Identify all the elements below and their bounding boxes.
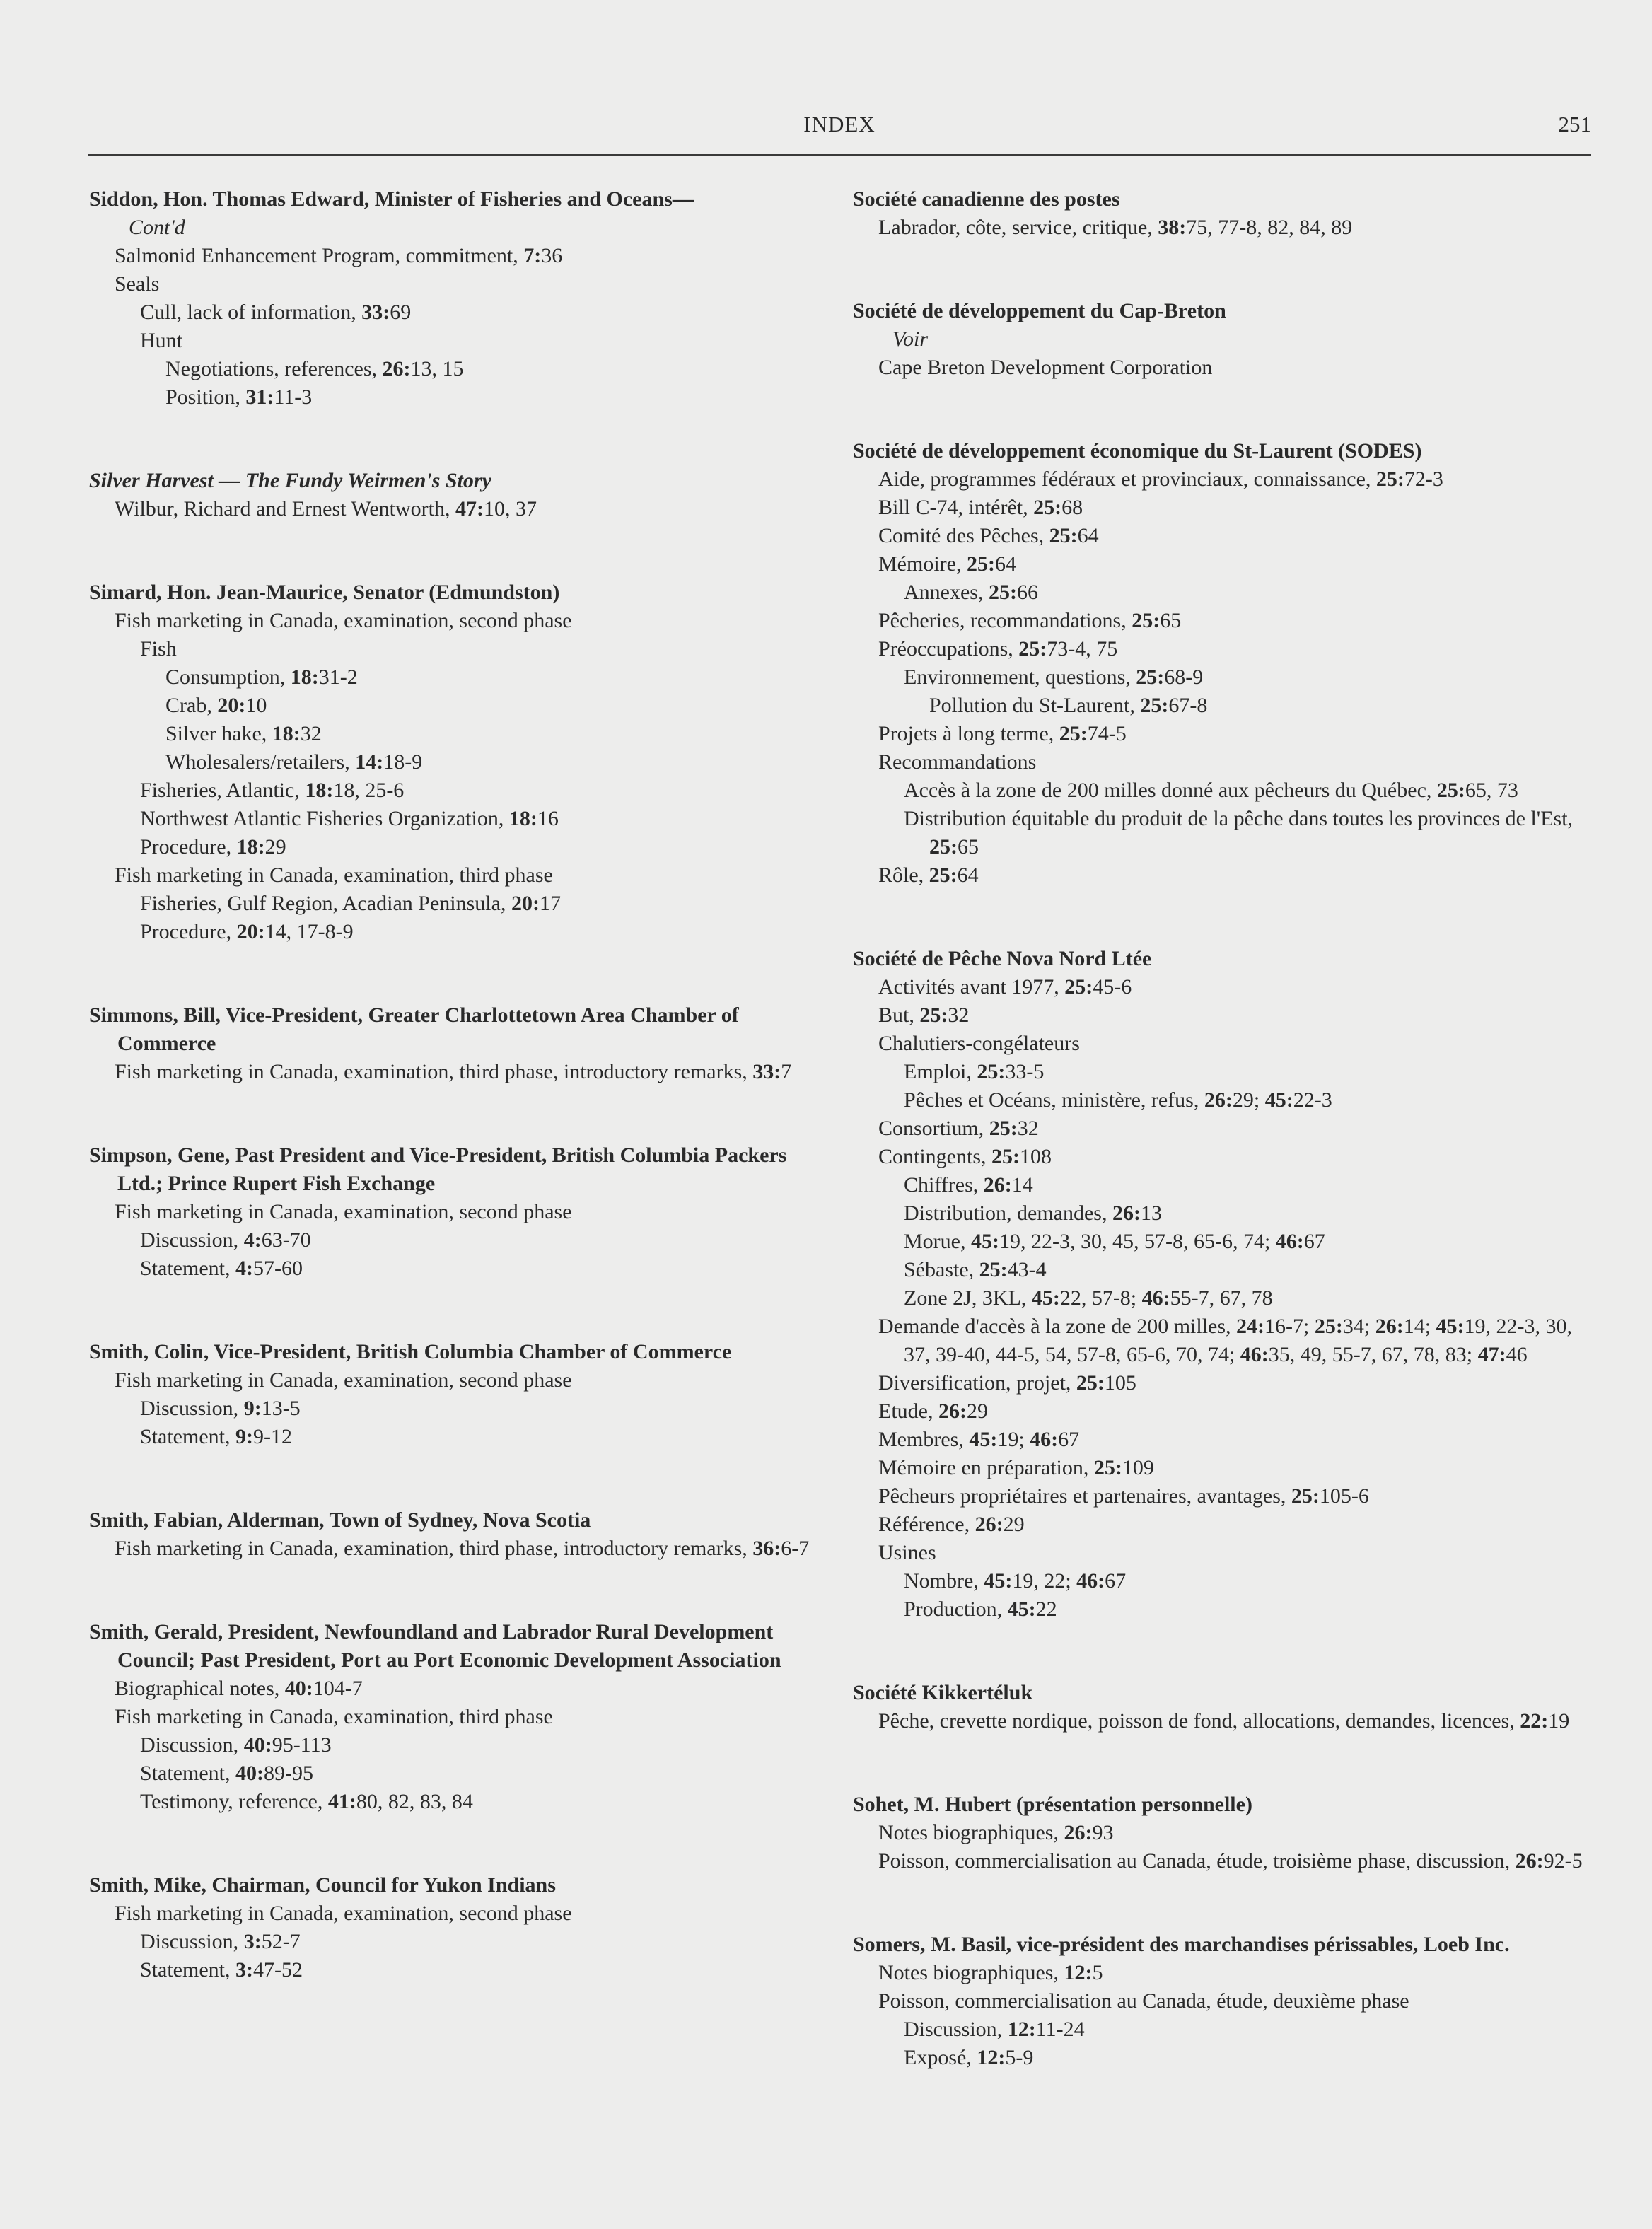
entry-heading: Siddon, Hon. Thomas Edward, Minister of Fisheries and Oceans— — [89, 187, 694, 211]
index-entry — [853, 297, 1602, 382]
entry-line: Fish marketing in Canada, examination, second phase — [115, 1200, 572, 1223]
entry-line: Fish marketing in Canada, examination, third phase — [115, 863, 553, 887]
entry-line: Fish — [140, 637, 177, 660]
entry-heading: Simpson, Gene, Past President and Vice-President, British Columbia Packers Ltd.; Prince Rupert Fish Exchange — [89, 1143, 787, 1195]
entry-line: Notes biographiques, 26:93 — [878, 1821, 1114, 1844]
entry-line: Seals — [115, 272, 160, 296]
entry-line: Pêches et Océans, ministère, refus, 26:29; 45:22-3 — [904, 1088, 1332, 1112]
entry-line: Fisheries, Gulf Region, Acadian Peninsula, 20:17 — [140, 892, 561, 915]
entry-heading: Smith, Gerald, President, Newfoundland and Labrador Rural Development Council; Past President, Port au Port Economic Development Association — [89, 1620, 781, 1672]
entry-line: Sébaste, 25:43-4 — [904, 1258, 1047, 1281]
entry-line: Mémoire, 25:64 — [878, 552, 1016, 576]
entry-heading: Smith, Colin, Vice-President, British Columbia Chamber of Commerce — [89, 1340, 732, 1363]
entry-line: Fisheries, Atlantic, 18:18, 25-6 — [140, 779, 405, 802]
index-column-left — [89, 185, 825, 2039]
entry-line: Testimony, reference, 41:80, 82, 83, 84 — [140, 1790, 473, 1813]
entry-line: Préoccupations, 25:73-4, 75 — [878, 637, 1118, 660]
entry-line: Biographical notes, 40:104-7 — [115, 1677, 363, 1700]
entry-line: Silver hake, 18:32 — [165, 722, 322, 745]
index-entry — [89, 1141, 825, 1283]
entry-line: Emploi, 25:33-5 — [904, 1060, 1045, 1083]
entry-line: Statement, 4:57-60 — [140, 1257, 303, 1280]
entry-line: Consumption, 18:31-2 — [165, 665, 358, 689]
entry-line: Discussion, 9:13-5 — [140, 1397, 301, 1420]
entry-line: Pêche, crevette nordique, poisson de fond, allocations, demandes, licences, 22:19 — [878, 1709, 1570, 1733]
entry-line: Cape Breton Development Corporation — [878, 356, 1213, 379]
entry-line: Distribution, demandes, 26:13 — [904, 1201, 1162, 1225]
index-entry — [89, 1338, 825, 1451]
entry-line: Nombre, 45:19, 22; 46:67 — [904, 1569, 1127, 1593]
index-entry — [89, 1001, 825, 1086]
entry-heading: Sohet, M. Hubert (présentation personnelle) — [853, 1793, 1252, 1816]
entry-line: Wholesalers/retailers, 14:18-9 — [165, 750, 423, 774]
entry-line: Chiffres, 26:14 — [904, 1173, 1033, 1197]
entry-line: Projets à long terme, 25:74-5 — [878, 722, 1127, 745]
entry-line: Fish marketing in Canada, examination, second phase — [115, 1368, 572, 1392]
entry-line: Crab, 20:10 — [165, 694, 267, 717]
index-entry — [89, 578, 825, 946]
entry-line: Pêcheurs propriétaires et partenaires, avantages, 25:105-6 — [878, 1484, 1369, 1508]
index-entry — [853, 945, 1602, 1624]
entry-line: Discussion, 40:95-113 — [140, 1733, 332, 1757]
entry-line: Aide, programmes fédéraux et provinciaux, connaissance, 25:72-3 — [878, 467, 1443, 491]
entry-line: Fish marketing in Canada, examination, third phase, introductory remarks, 36:6-7 — [115, 1537, 810, 1560]
entry-line: Northwest Atlantic Fisheries Organization, 18:16 — [140, 807, 559, 830]
entry-heading: Simard, Hon. Jean-Maurice, Senator (Edmundston) — [89, 581, 560, 604]
entry-line: Accès à la zone de 200 milles donné aux pêcheurs du Québec, 25:65, 73 — [904, 779, 1518, 802]
entry-line: Poisson, commercialisation au Canada, étude, deuxième phase — [878, 1989, 1409, 2013]
entry-subheading: Cont'd — [129, 216, 185, 239]
entry-line: Wilbur, Richard and Ernest Wentworth, 47:10, 37 — [115, 497, 537, 520]
index-entry — [853, 437, 1602, 890]
entry-line: Environnement, questions, 25:68-9 — [904, 665, 1204, 689]
entry-heading: Simmons, Bill, Vice-President, Greater Charlottetown Area Chamber of Commerce — [89, 1003, 739, 1055]
entry-line: Procedure, 20:14, 17-8-9 — [140, 920, 354, 943]
entry-line: Discussion, 4:63-70 — [140, 1228, 311, 1252]
entry-line: Consortium, 25:32 — [878, 1117, 1039, 1140]
entry-line: Demande d'accès à la zone de 200 milles, 24:16-7; 25:34; 26:14; 45:19, 22-3, 30, 37, 39-40, 44-5, 54, 57-8, 65-6, 70, 74; 46:35, 49, 55-7, 67, 78, 83; 47:46 — [878, 1315, 1573, 1366]
index-entry — [853, 1679, 1602, 1735]
entry-heading: Smith, Fabian, Alderman, Town of Sydney, Nova Scotia — [89, 1508, 591, 1532]
entry-line: Etude, 26:29 — [878, 1399, 988, 1423]
entry-line: Fish marketing in Canada, examination, second phase — [115, 1902, 572, 1925]
index-entry — [89, 1871, 825, 1984]
page-number: 251 — [1558, 112, 1591, 136]
running-head — [88, 107, 1591, 156]
entry-line: Contingents, 25:108 — [878, 1145, 1052, 1168]
index-entry — [853, 1931, 1602, 2072]
entry-line: Chalutiers-congélateurs — [878, 1032, 1080, 1055]
index-entry — [89, 185, 825, 412]
entry-line: Notes biographiques, 12:5 — [878, 1961, 1103, 1984]
running-head-title: INDEX — [803, 112, 876, 136]
entry-line: Morue, 45:19, 22-3, 30, 45, 57-8, 65-6, 74; 46:67 — [904, 1230, 1325, 1253]
entry-line: Statement, 40:89-95 — [140, 1762, 313, 1785]
entry-line: But, 25:32 — [878, 1003, 970, 1027]
entry-heading: Société de développement économique du St-Laurent (SODES) — [853, 439, 1422, 462]
entry-line: Référence, 26:29 — [878, 1513, 1025, 1536]
entry-line: Recommandations — [878, 750, 1037, 774]
entry-line: Activités avant 1977, 25:45-6 — [878, 975, 1132, 999]
entry-heading: Société Kikkertéluk — [853, 1681, 1033, 1704]
entry-line: Production, 45:22 — [904, 1597, 1057, 1621]
entry-line: Poisson, commercialisation au Canada, étude, troisième phase, discussion, 26:92-5 — [878, 1849, 1583, 1873]
entry-line: Hunt — [140, 329, 182, 352]
index-entry — [89, 467, 825, 523]
entry-line: Labrador, côte, service, critique, 38:75, 77-8, 82, 84, 89 — [878, 216, 1353, 239]
entry-line: Pêcheries, recommandations, 25:65 — [878, 609, 1182, 632]
entry-subheading: Voir — [892, 327, 929, 351]
entry-line: Membres, 45:19; 46:67 — [878, 1428, 1080, 1451]
entry-heading: Société de Pêche Nova Nord Ltée — [853, 947, 1152, 970]
entry-line: Discussion, 3:52-7 — [140, 1930, 301, 1953]
index-column-right — [853, 185, 1602, 2127]
entry-line: Annexes, 25:66 — [904, 581, 1038, 604]
entry-line: Rôle, 25:64 — [878, 863, 979, 887]
index-entry — [853, 1791, 1602, 1875]
entry-line: Pollution du St-Laurent, 25:67-8 — [929, 694, 1208, 717]
entry-line: Procedure, 18:29 — [140, 835, 286, 859]
entry-line: Fish marketing in Canada, examination, second phase — [115, 609, 572, 632]
entry-heading: Somers, M. Basil, vice-président des marchandises périssables, Loeb Inc. — [853, 1933, 1510, 1956]
entry-heading: Smith, Mike, Chairman, Council for Yukon Indians — [89, 1873, 556, 1897]
entry-line: Diversification, projet, 25:105 — [878, 1371, 1136, 1395]
entry-line: Fish marketing in Canada, examination, third phase, introductory remarks, 33:7 — [115, 1060, 792, 1083]
entry-line: Cull, lack of information, 33:69 — [140, 301, 412, 324]
index-entry — [89, 1618, 825, 1816]
entry-line: Bill C-74, intérêt, 25:68 — [878, 496, 1083, 519]
entry-line: Distribution équitable du produit de la pêche dans toutes les provinces de l'Est, 25:65 — [904, 807, 1574, 859]
index-entry — [853, 185, 1602, 242]
entry-line: Statement, 9:9-12 — [140, 1425, 292, 1448]
entry-line: Comité des Pêches, 25:64 — [878, 524, 1099, 547]
index-entry — [89, 1506, 825, 1563]
entry-line: Statement, 3:47-52 — [140, 1958, 303, 1981]
entry-line: Salmonid Enhancement Program, commitment, 7:36 — [115, 244, 563, 267]
entry-line: Exposé, 12:5-9 — [904, 2046, 1034, 2069]
entry-heading: Silver Harvest — The Fundy Weirmen's Story — [89, 469, 491, 492]
entry-heading: Société de développement du Cap-Breton — [853, 299, 1226, 322]
entry-line: Position, 31:11-3 — [165, 385, 313, 409]
entry-line: Fish marketing in Canada, examination, third phase — [115, 1705, 553, 1728]
entry-line: Negotiations, references, 26:13, 15 — [165, 357, 464, 380]
entry-line: Zone 2J, 3KL, 45:22, 57-8; 46:55-7, 67, 78 — [904, 1286, 1273, 1310]
entry-line: Discussion, 12:11-24 — [904, 2018, 1085, 2041]
entry-line: Usines — [878, 1541, 936, 1564]
entry-heading: Société canadienne des postes — [853, 187, 1120, 211]
entry-line: Mémoire en préparation, 25:109 — [878, 1456, 1154, 1479]
